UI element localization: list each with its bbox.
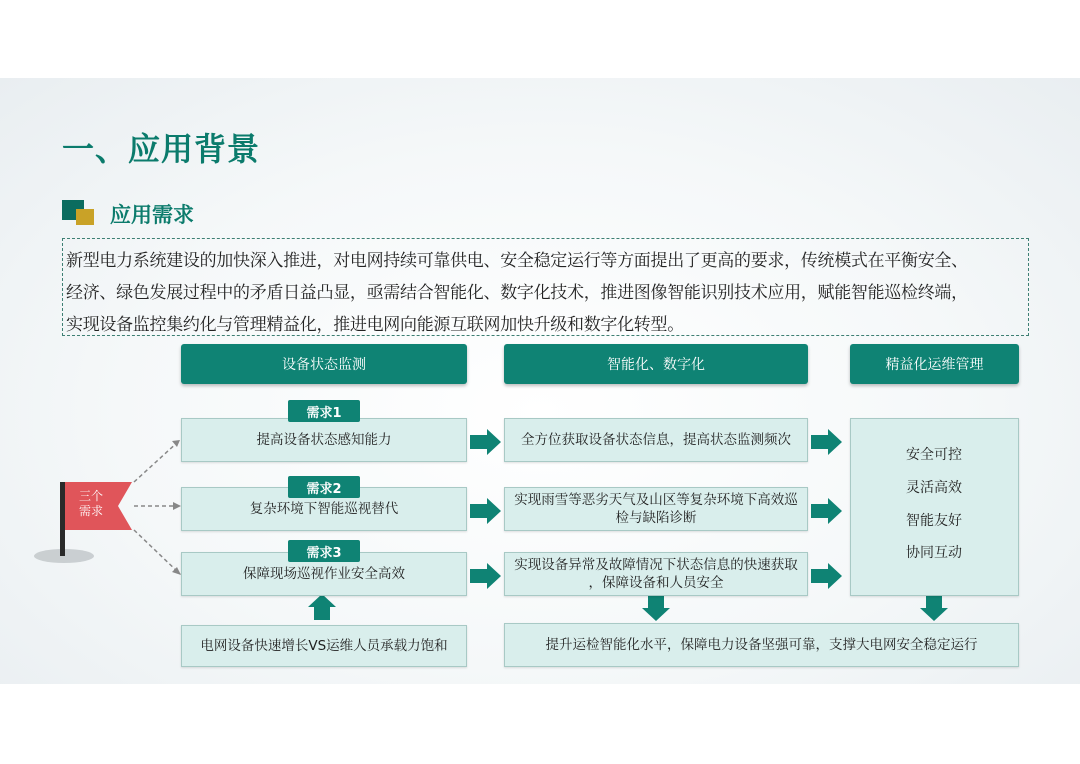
page-title: 一、应用背景 bbox=[62, 130, 261, 168]
slide bbox=[0, 78, 1080, 684]
arrow-down-right bbox=[920, 596, 948, 621]
need-box-2: 复杂环境下智能巡视替代 bbox=[181, 487, 467, 531]
section-title: 应用需求 bbox=[110, 203, 194, 227]
header-intelligent-digital: 智能化、数字化 bbox=[504, 344, 808, 384]
flag-label bbox=[66, 489, 116, 519]
connector-head-3 bbox=[172, 567, 181, 575]
connector-need-1 bbox=[134, 440, 180, 482]
need-tag-1: 需求1 bbox=[288, 400, 360, 422]
need-box-1: 提高设备状态感知能力 bbox=[181, 418, 467, 462]
need-tag-3: 需求3 bbox=[288, 540, 360, 562]
intro-line: 经济、绿色发展过程中的矛盾日益凸显，亟需结合智能化、数字化技术，推进图像智能识别技术应用，赋能智能巡检终端， bbox=[66, 283, 968, 303]
arrow-right-3a bbox=[470, 563, 501, 589]
value-item: 协同互动 bbox=[906, 545, 962, 561]
header-lean-operation: 精益化运维管理 bbox=[850, 344, 1019, 384]
means-2-line2: 检与缺陷诊断 bbox=[615, 510, 697, 526]
need-tag-2: 需求2 bbox=[288, 476, 360, 498]
connector-need-3 bbox=[134, 530, 180, 574]
intro-line: 新型电力系统建设的加快深入推进，对电网持续可靠供电、安全稳定运行等方面提出了更高的要求，传统模式在平衡安全、 bbox=[66, 251, 968, 271]
intro-line: 实现设备监控集约化与管理精益化，推进电网向能源互联网加快升级和数字化转型。 bbox=[66, 315, 684, 335]
arrow-down-middle bbox=[642, 596, 670, 621]
arrow-up bbox=[308, 594, 336, 620]
means-3-line1: 实现设备异常及故障情况下状态信息的快速获取 bbox=[514, 557, 798, 573]
means-3-line2: ，保障设备和人员安全 bbox=[588, 575, 724, 591]
connector-head-2 bbox=[173, 502, 181, 510]
arrow-right-3b bbox=[811, 563, 842, 589]
means-box-3 bbox=[504, 552, 808, 596]
flag-pole bbox=[60, 482, 65, 556]
value-item: 安全可控 bbox=[906, 447, 962, 463]
means-1-line1: 全方位获取设备状态信息，提高状态监测频次 bbox=[521, 432, 791, 448]
means-2-line1: 实现雨雪等恶劣天气及山区等复杂环境下高效巡 bbox=[514, 492, 798, 508]
arrow-right-2b bbox=[811, 498, 842, 524]
flag-label-line2: 需求 bbox=[78, 504, 103, 518]
arrow-right-2a bbox=[470, 498, 501, 524]
flag-label-line1: 三个 bbox=[78, 489, 103, 503]
means-box-2 bbox=[504, 487, 808, 531]
value-item: 智能友好 bbox=[906, 513, 962, 529]
arrow-right-1a bbox=[470, 429, 501, 455]
arrow-right-1b bbox=[811, 429, 842, 455]
bottom-right-box: 提升运检智能化水平，保障电力设备坚强可靠，支撑大电网安全稳定运行 bbox=[504, 623, 1019, 667]
means-box-1 bbox=[504, 418, 808, 462]
value-item: 灵活高效 bbox=[906, 480, 962, 496]
header-device-monitoring: 设备状态监测 bbox=[181, 344, 467, 384]
need-box-3: 保障现场巡视作业安全高效 bbox=[181, 552, 467, 596]
connector-head-1 bbox=[172, 440, 180, 447]
bottom-left-box: 电网设备快速增长VS运维人员承载力饱和 bbox=[181, 625, 467, 667]
